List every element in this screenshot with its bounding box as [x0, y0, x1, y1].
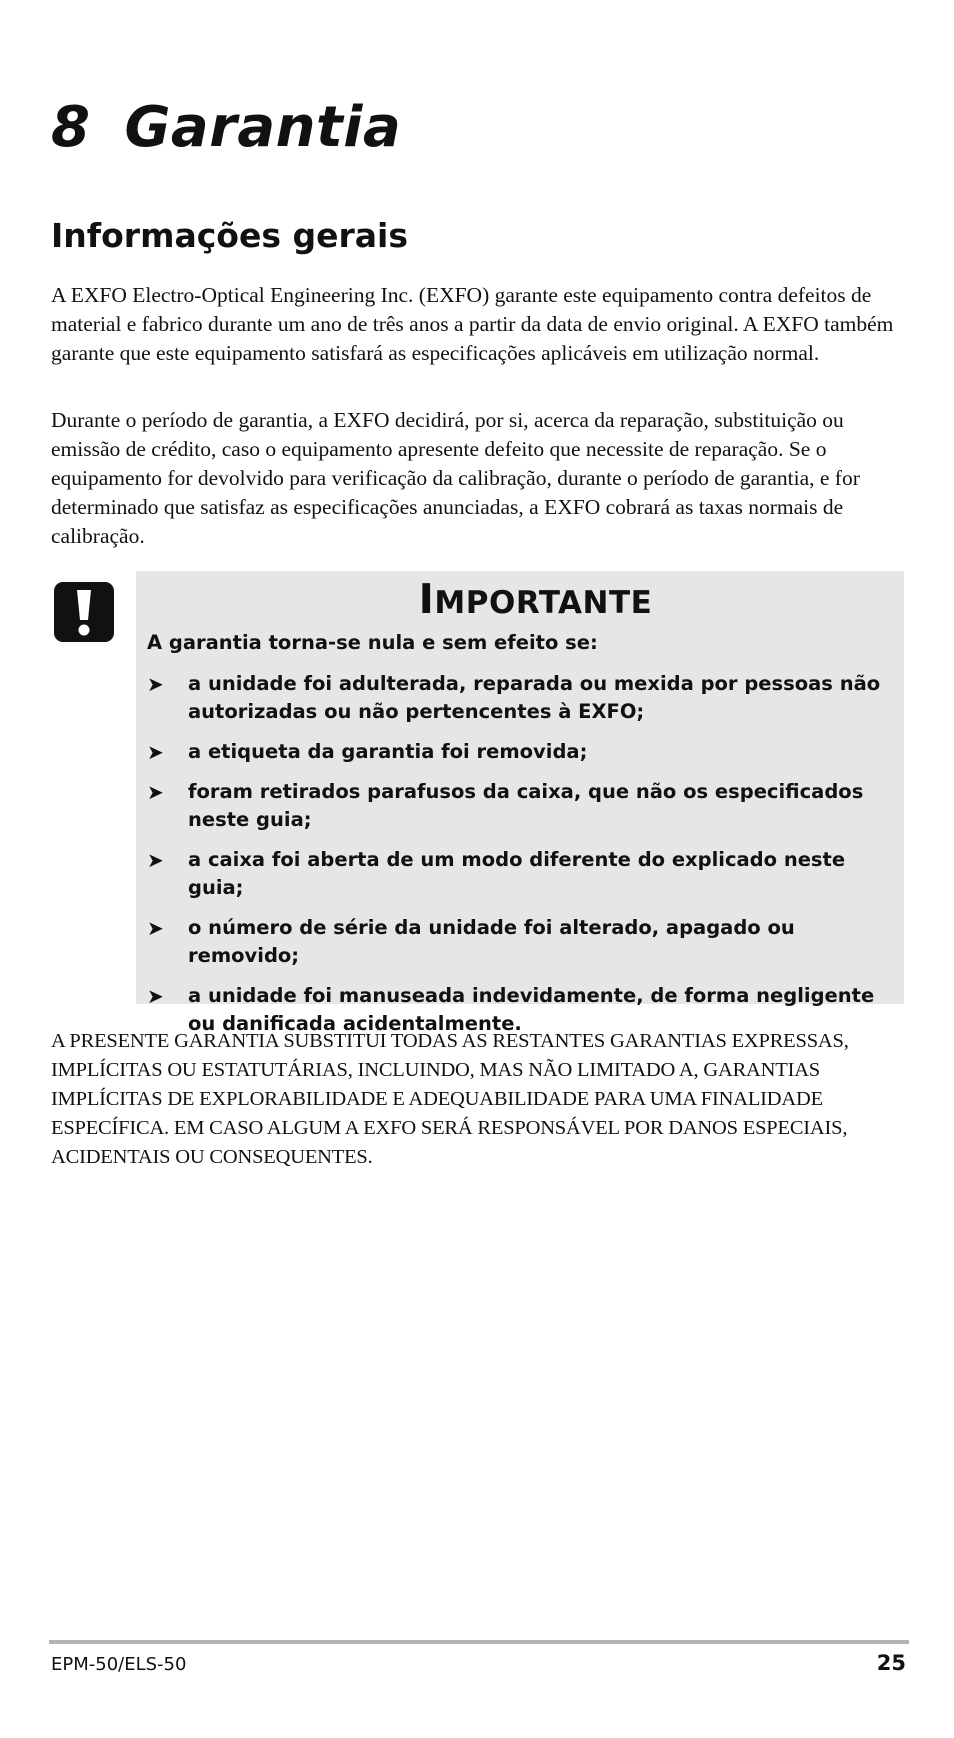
chapter-title-text: Garantia	[124, 95, 402, 160]
important-conditions-list	[147, 670, 894, 1038]
arrow-bullet-icon: ➤	[147, 983, 164, 1008]
list-item: ➤ a etiqueta da garantia foi removida;	[147, 739, 588, 764]
arrow-bullet-icon: ➤	[147, 779, 164, 804]
exclamation-icon	[54, 582, 114, 642]
list-item: ➤ o número de série da unidade foi alterado, apagado ou removido;	[147, 915, 795, 967]
arrow-bullet-icon: ➤	[147, 915, 164, 940]
list-item: ➤ a unidade foi adulterada, reparada ou mexida por pessoas não autorizadas ou não pertencentes à EXFO;	[147, 671, 881, 723]
page-number: 25	[876, 1651, 906, 1675]
important-intro: A garantia torna-se nula e sem efeito se:	[147, 630, 598, 654]
warranty-paragraph-2: Durante o período de garantia, a EXFO decidirá, por si, acerca da reparação, substituição ou emissão de crédito, caso o equipamento apresente defeito que necessite de reparação. Se o equipamento for devolvido para verificação da calibração, durante o período de garantia, e for determinado que satisfaz as especificações anunciadas, a EXFO cobrará as taxas normais de calibração.	[51, 408, 866, 548]
important-notice-box	[136, 571, 904, 1035]
warranty-paragraph-1: A EXFO Electro-Optical Engineering Inc. (EXFO) garante este equipamento contra defeitos de material e fabrico durante um ano de três anos a partir da data de envio original. A EXFO também garante que este equipamento satisfará as especificações aplicáveis em utilização normal.	[51, 283, 894, 365]
list-item: ➤ foram retirados parafusos da caixa, que não os especificados neste guia;	[147, 779, 864, 831]
arrow-bullet-icon: ➤	[147, 847, 164, 872]
list-item: ➤ a caixa foi aberta de um modo diferente do explicado neste guia;	[147, 847, 846, 899]
section-heading: Informações gerais	[51, 216, 408, 255]
arrow-bullet-icon: ➤	[147, 671, 164, 696]
list-item: ➤ a unidade foi manuseada indevidamente, de forma negligente ou danificada acidentalmente.	[147, 983, 875, 1035]
footer-product-name: EPM-50/ELS-50	[51, 1654, 187, 1675]
chapter-title	[51, 95, 402, 160]
important-title: IMPORTANTE	[418, 575, 653, 623]
chapter-number: 8	[51, 95, 91, 160]
arrow-bullet-icon: ➤	[147, 739, 164, 764]
footer-divider	[49, 1640, 909, 1644]
warranty-disclaimer: A PRESENTE GARANTIA SUBSTITUI TODAS AS RESTANTES GARANTIAS EXPRESSAS, IMPLÍCITAS OU ESTATUTÁRIAS, INCLUINDO, MAS NÃO LIMITADO A, GARANTIAS IMPLÍCITAS DE EXPLORABILIDADE E ADEQUABILIDADE PARA UMA FINALIDADE ESPECÍFICA. EM CASO ALGUM A EXFO SERÁ RESPONSÁVEL POR DANOS ESPECIAIS, ACIDENTAIS OU CONSEQUENTES.	[51, 1030, 849, 1168]
